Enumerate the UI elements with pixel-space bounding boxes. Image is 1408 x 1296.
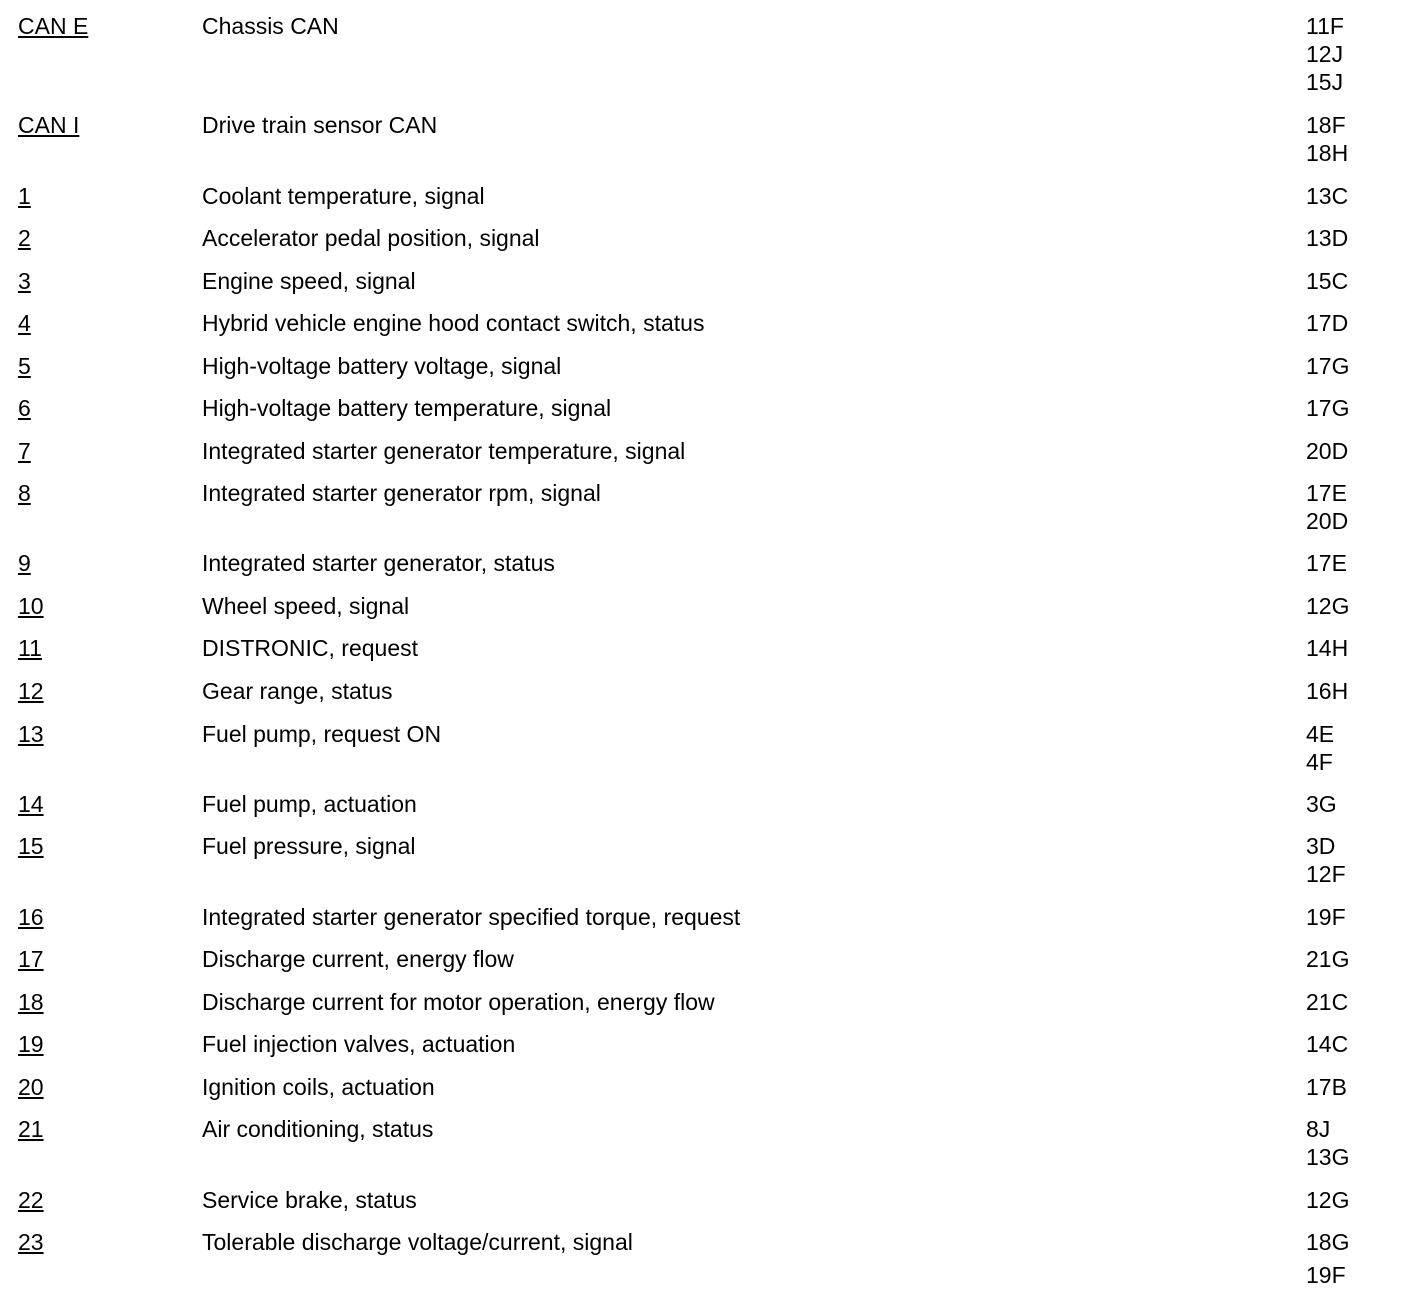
legend-grid-references [1306,592,1349,620]
grid-reference: 12J [1306,41,1344,67]
legend-code-link[interactable]: 3 [18,268,31,294]
legend-code-link[interactable]: 11 [18,635,42,661]
grid-reference: 17G [1306,353,1350,379]
grid-reference: 3D [1306,833,1336,859]
grid-reference: 12G [1306,1187,1350,1213]
grid-reference: 3G [1306,791,1337,817]
legend-description: High-voltage battery voltage, signal [202,353,562,379]
legend-code-link[interactable]: 7 [18,438,31,464]
legend-grid-references [1306,1073,1347,1101]
grid-reference: 17E [1306,480,1347,506]
legend-code-link[interactable]: 19 [18,1031,44,1057]
grid-reference: 20D [1306,508,1349,534]
legend-code-link[interactable]: 15 [18,833,44,859]
grid-reference: 13D [1306,225,1349,251]
grid-reference: 19F [1306,904,1346,930]
legend-code-link[interactable]: 5 [18,353,31,379]
legend-code-link[interactable]: 8 [18,480,31,506]
legend-grid-references [1306,437,1348,465]
legend-description: Gear range, status [202,678,393,704]
legend-description: High-voltage battery temperature, signal [202,395,612,421]
grid-reference: 13C [1306,183,1349,209]
legend-code-link[interactable]: 10 [18,593,44,619]
legend-code-link[interactable]: 23 [18,1229,44,1255]
grid-reference: 16H [1306,678,1349,704]
legend-description: Discharge current for motor operation, energy flow [202,989,715,1015]
legend-code-link[interactable]: 6 [18,395,31,421]
grid-reference: 8J [1306,1116,1331,1142]
legend-grid-references [1306,224,1348,252]
legend-code-link[interactable]: CAN E [18,13,89,39]
legend-description: Discharge current, energy flow [202,946,514,972]
legend-grid-references [1306,111,1348,167]
legend-description: Drive train sensor CAN [202,112,438,138]
legend-grid-references [1306,945,1349,973]
legend-code-link[interactable]: 1 [18,183,31,209]
grid-reference: 14C [1306,1031,1349,1057]
grid-reference: 14H [1306,635,1349,661]
grid-reference: 18F [1306,112,1346,138]
legend-description: Integrated starter generator temperature, signal [202,438,686,464]
legend-description: Fuel injection valves, actuation [202,1031,516,1057]
grid-reference: 17E [1306,550,1347,576]
legend-grid-references [1306,182,1348,210]
legend-code-link[interactable]: CAN I [18,112,80,138]
grid-reference: 12G [1306,593,1350,619]
grid-reference: 20D [1306,438,1349,464]
grid-reference: 18H [1306,140,1349,166]
legend-grid-references [1306,1030,1348,1058]
legend-grid-references [1306,1228,1349,1289]
legend-description: Integrated starter generator, status [202,550,555,576]
grid-reference: 12F [1306,861,1346,887]
grid-reference: 13G [1306,1144,1350,1170]
legend-code-link[interactable]: 18 [18,989,44,1015]
legend-grid-references [1306,12,1344,96]
legend-code-link[interactable]: 14 [18,791,44,817]
legend-code-link[interactable]: 2 [18,225,31,251]
legend-description: Fuel pressure, signal [202,833,416,859]
legend-description: Hybrid vehicle engine hood contact switch, status [202,310,705,336]
legend-description: Engine speed, signal [202,268,416,294]
legend-description: Integrated starter generator specified torque, request [202,904,741,930]
legend-code-link[interactable]: 16 [18,904,44,930]
grid-reference: 17B [1306,1074,1347,1100]
legend-code-link[interactable]: 12 [18,678,44,704]
legend-description: Tolerable discharge voltage/current, signal [202,1229,633,1255]
legend-description: Ignition coils, actuation [202,1074,435,1100]
grid-reference: 15C [1306,268,1349,294]
grid-reference: 4E [1306,721,1335,747]
legend-description: Integrated starter generator rpm, signal [202,480,601,506]
grid-reference: 17G [1306,395,1350,421]
legend-description: Wheel speed, signal [202,593,410,619]
legend-grid-references [1306,309,1348,337]
legend-grid-references [1306,352,1349,380]
legend-code-link[interactable]: 17 [18,946,44,972]
legend-description: Air conditioning, status [202,1116,434,1142]
legend-grid-references [1306,988,1348,1016]
legend-description: Accelerator pedal position, signal [202,225,540,251]
legend-grid-references [1306,1115,1349,1171]
legend-grid-references [1306,903,1346,931]
legend-description: Chassis CAN [202,13,339,39]
legend-description: DISTRONIC, request [202,635,418,661]
legend-code-link[interactable]: 21 [18,1116,44,1142]
grid-reference: 21G [1306,946,1350,972]
legend-grid-references [1306,549,1347,577]
legend-code-link[interactable]: 22 [18,1187,44,1213]
legend-grid-references [1306,634,1348,662]
legend-grid-references [1306,267,1348,295]
grid-reference: 17D [1306,310,1349,336]
legend-grid-references [1306,832,1346,888]
grid-reference: 11F [1306,13,1344,39]
legend-grid-references [1306,1186,1349,1214]
grid-reference: 18G [1306,1229,1350,1255]
grid-reference: 15J [1306,69,1344,95]
legend-grid-references [1306,720,1334,776]
grid-reference: 21C [1306,989,1349,1015]
legend-grid-references [1306,479,1348,535]
legend-grid-references [1306,394,1349,422]
legend-code-link[interactable]: 13 [18,721,44,747]
legend-grid-references [1306,790,1337,818]
grid-reference: 4F [1306,749,1333,775]
legend-description: Fuel pump, request ON [202,721,442,747]
legend-description: Service brake, status [202,1187,417,1213]
legend-code-link[interactable]: 9 [18,550,31,576]
legend-code-link[interactable]: 4 [18,310,31,336]
legend-description: Coolant temperature, signal [202,183,485,209]
legend-description: Fuel pump, actuation [202,791,417,817]
legend-code-link[interactable]: 20 [18,1074,44,1100]
grid-reference: 19F [1306,1262,1346,1288]
legend-grid-references [1306,677,1348,705]
